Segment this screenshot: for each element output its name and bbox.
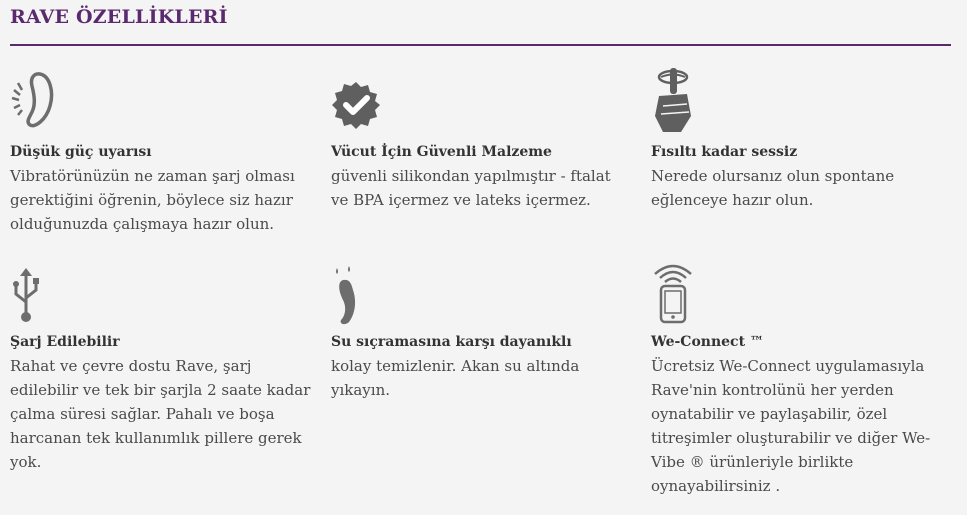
water-drops-icon [331,266,365,326]
feature-title: Fısıltı kadar sessiz [651,144,798,160]
feature-splash-proof [331,266,641,416]
description-line: titreşimler oluşturabilir ve diğer We- [651,429,931,447]
feature-title: Şarj Edilebilir [10,334,120,350]
description-line: yıkayın. [331,381,391,399]
low-battery-vibrator-icon [10,70,58,128]
description-line: edilebilir ve tek bir şarjla 2 saate kadar [10,381,311,399]
description-line: gerektiğini öğrenin, böylece siz hazır [10,191,293,209]
feature-description [10,354,310,474]
section-title: RAVE ÖZELLİKLERİ [10,6,228,28]
description-line: olduğunuzda çalışmaya hazır olun. [10,215,275,233]
check-badge-icon [331,80,381,130]
feature-description [331,354,579,402]
description-line: Vibratörünüzün ne zaman şarj olması [10,167,295,185]
phone-wireless-icon [651,262,695,324]
description-line: Ücretsiz We-Connect uygulamasıyla [651,357,925,375]
description-line: oynayabilirsiniz . [651,477,781,495]
feature-title: Vücut İçin Güvenli Malzeme [331,144,552,160]
usb-icon [10,266,42,326]
feature-body-safe-material [331,70,641,220]
description-line: oynatabilir ve paylaşabilir, özel [651,405,888,423]
description-line: Nerede olursanız olun spontane [651,167,895,185]
feature-description [651,354,930,498]
description-line: harcanan tek kullanımlık pillere gerek [10,429,302,447]
description-line: eğlenceye hazır olun. [651,191,814,209]
feature-whisper-quiet [651,66,961,216]
description-line: çalma süresi sağlar. Pahalı ve boşa [10,405,275,423]
feature-title: We-Connect ™ [651,334,764,350]
description-line: kolay temizlenir. Akan su altında [331,357,580,375]
feature-we-connect [651,262,961,502]
whisper-shush-icon [651,66,699,136]
description-line: Vibe ® ürünleriyle birlikte [651,453,854,471]
description-line: yok. [10,453,42,471]
section-header [10,0,951,46]
feature-low-power-alert [10,70,320,240]
description-line: Rahat ve çevre dostu Rave, şarj [10,357,252,375]
feature-description [10,164,295,236]
feature-title: Su sıçramasına karşı dayanıklı [331,334,572,350]
description-line: Rave'nin kontrolünü her yerden [651,381,894,399]
description-line: güvenli silikondan yapılmıştır - ftalat [331,167,611,185]
feature-rechargeable [10,266,320,476]
feature-title: Düşük güç uyarısı [10,144,152,160]
feature-description [651,164,894,212]
feature-description [331,164,611,212]
description-line: ve BPA içermez ve lateks içermez. [331,191,591,209]
